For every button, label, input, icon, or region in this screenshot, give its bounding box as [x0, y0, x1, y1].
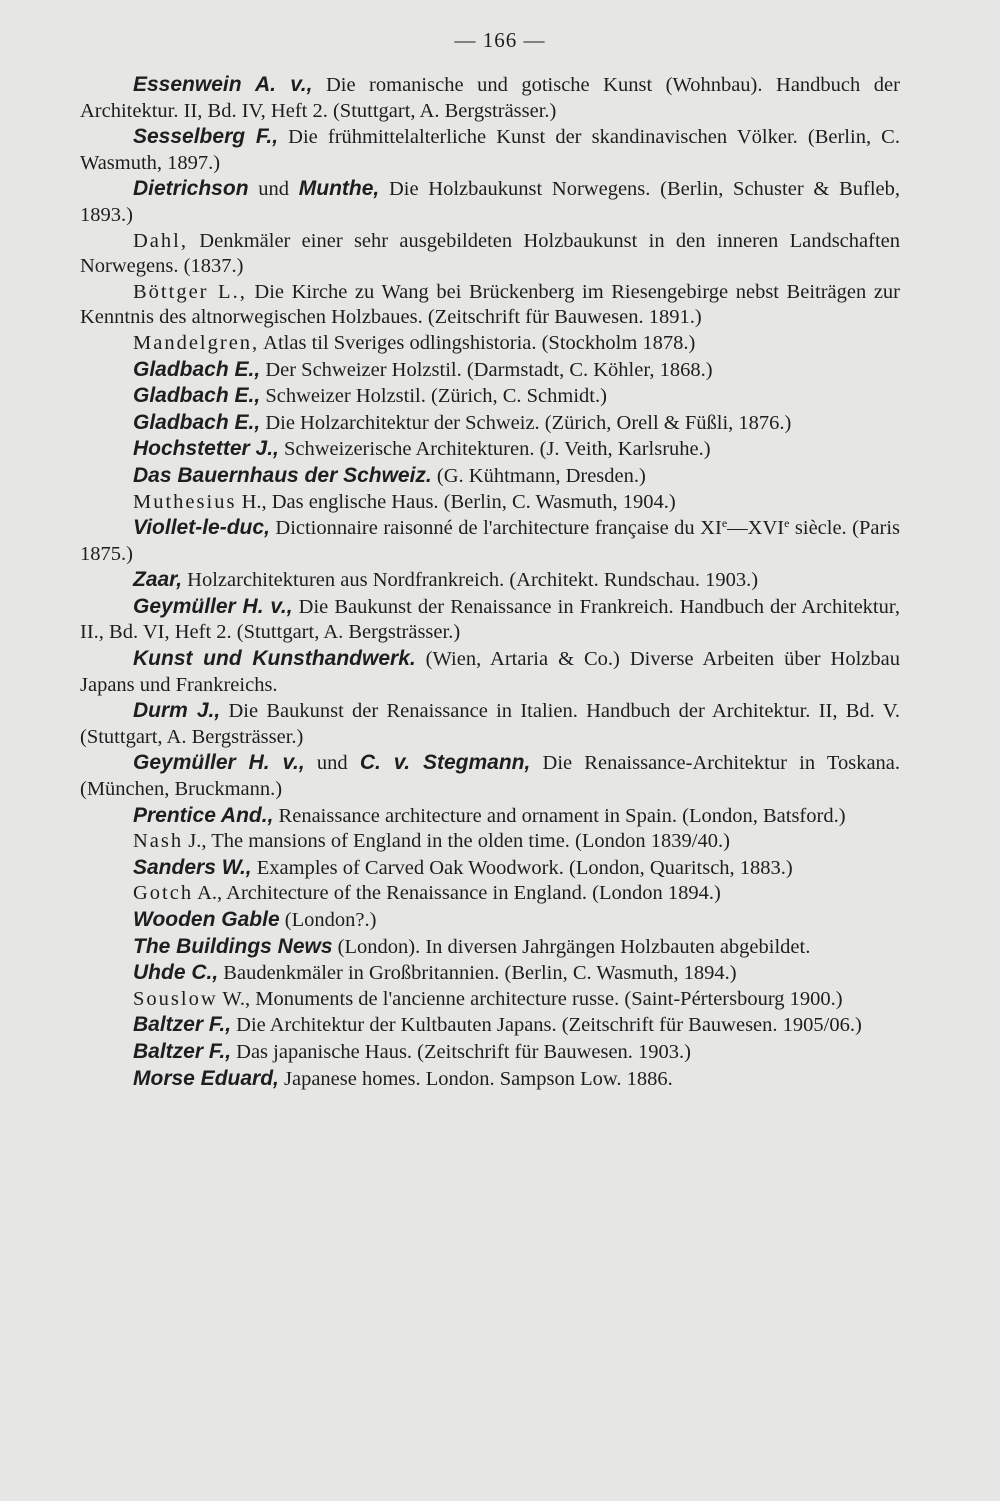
century-superscript: e [784, 516, 790, 531]
entry-author: Prentice And., [133, 803, 274, 827]
entry-text: (London?.) [279, 909, 377, 931]
entry-text: Renaissance architecture and ornament in Spain. (London, Batsford.) [273, 804, 846, 827]
bibliography-entry [80, 280, 900, 331]
entry-text: H., Das englische Haus. (Berlin, C. Wasmuth, 1904.) [236, 490, 676, 513]
entry-author: Gladbach E., [133, 410, 261, 434]
entry-author: Muthesius [133, 490, 237, 513]
entry-author: Durm J., [133, 699, 221, 723]
entry-author: Gotch [133, 882, 194, 905]
bibliography-entry [80, 490, 900, 516]
entry-text: siècle. (Paris 1875.) [80, 517, 900, 565]
entry-author: Morse Eduard, [133, 1066, 279, 1090]
century-roman: —XVI [727, 517, 785, 540]
entry-text: Die Baukunst der Renaissance in Italien. Handbuch der Architektur. II, Bd. V. (Stuttgart, A. Bergsträsser.) [80, 700, 901, 748]
bibliography-entry [80, 960, 900, 987]
entry-author: Mandelgren, [133, 331, 260, 354]
bibliography-entry [80, 934, 900, 961]
entry-text: Holzarchitekturen aus Nordfrankreich. (Architekt. Rundschau. 1903.) [182, 569, 759, 592]
entry-author: Das Bauernhaus der Schweiz. [133, 463, 432, 487]
century-roman: XI [700, 517, 722, 540]
bibliography-entry [80, 987, 900, 1013]
bibliography-entry [80, 124, 900, 176]
bibliography-entry [80, 881, 900, 907]
page-number: — 166 — [454, 28, 546, 52]
entry-text: Die Holzarchitektur der Schweiz. (Zürich, Orell & Füßli, 1876.) [260, 411, 792, 434]
entry-text: Die frühmittelalterliche Kunst der skandinavischen Völker. (Berlin, C. Wasmuth, 1897.) [80, 126, 900, 174]
bibliography-entry [80, 1039, 900, 1066]
entry-text: Examples of Carved Oak Woodwork. (London, Quaritsch, 1883.) [251, 856, 793, 879]
entry-author: Geymüller H. v., [133, 594, 293, 618]
bibliography-entry [80, 803, 900, 830]
bibliography-entry [80, 72, 900, 124]
bibliography-entry [80, 594, 900, 646]
entry-text: (London). In diversen Jahrgängen Holzbauten abgebildet. [332, 935, 811, 958]
entry-coauthor: C. v. Stegmann, [359, 751, 531, 775]
bibliography-entry [80, 567, 900, 594]
entry-text: W., Monuments de l'ancienne architecture russe. (Saint-Pértersbourg 1900.) [217, 987, 843, 1010]
entry-author: Souslow [133, 987, 218, 1010]
entry-text: A., Architecture of the Renaissance in England. (London 1894.) [193, 882, 721, 905]
entry-author: Böttger L., [133, 280, 247, 303]
entry-text: Der Schweizer Holzstil. (Darmstadt, C. Köhler, 1868.) [260, 358, 713, 381]
entry-author: Wooden Gable [133, 908, 280, 931]
bibliography-entry [80, 436, 900, 463]
bibliography-entry [80, 176, 900, 228]
entry-author: The Buildings News [133, 934, 333, 958]
entry-text: (Wien, Artaria & Co.) Diverse Arbeiten über Holzbau Japans und Frankreichs. [80, 648, 900, 696]
entry-text: Schweizerische Architekturen. (J. Veith, Karlsruhe.) [278, 438, 711, 461]
entry-author: Gladbach E., [133, 384, 261, 408]
entry-author: Dietrichson [133, 177, 249, 201]
bibliography-entry [80, 646, 900, 698]
bibliography-entry [80, 1012, 900, 1039]
bibliography-entry [80, 1066, 900, 1093]
entry-author: Uhde C., [133, 961, 219, 985]
entry-author: Zaar, [133, 568, 183, 592]
entry-author: Viollet-le-duc, [133, 516, 270, 540]
bibliography-entry [80, 907, 900, 934]
entry-coauthor: Munthe, [298, 177, 380, 201]
bibliography-entry [80, 229, 900, 280]
entry-conjunction: und [248, 178, 299, 201]
entry-text: Japanese homes. London. Sampson Low. 1886. [278, 1067, 673, 1090]
bibliography-entry [80, 463, 900, 490]
century-superscript: e [721, 516, 728, 531]
bibliography-entry [80, 331, 900, 357]
entry-author: Sesselberg F., [133, 125, 279, 149]
bibliography-entry [80, 698, 900, 750]
entry-text: J., The mansions of England in the olden time. (London 1839/40.) [183, 830, 730, 853]
entry-author: Baltzer F., [133, 1013, 232, 1037]
entry-text: Die Renaissance-Architektur in Toskana. (München, Bruckmann.) [80, 752, 901, 801]
entry-text: Die Architektur der Kultbauten Japans. (Zeitschrift für Bauwesen. 1905/06.) [231, 1014, 862, 1037]
bibliography-entry [80, 515, 900, 567]
bibliography-entry [80, 855, 900, 882]
entry-text: Die Holzbaukunst Norwegens. (Berlin, Schuster & Bufleb, 1893.) [80, 178, 900, 226]
bibliography-entry [80, 829, 900, 855]
bibliography-entry [80, 383, 900, 410]
bibliography-list [80, 72, 900, 1092]
entry-text: Die Kirche zu Wang bei Brückenberg im Riesengebirge nebst Beiträgen zur Kenntnis des altnorwegischen Holzbaues. (Zeitschrift für Bauwesen. 1891.) [80, 280, 900, 329]
entry-author: Sanders W., [133, 855, 252, 879]
entry-text: Baudenkmäler in Großbritannien. (Berlin, C. Wasmuth, 1894.) [218, 962, 737, 985]
entry-text: Atlas til Sveriges odlingshistoria. (Stockholm 1878.) [259, 331, 696, 354]
entry-author: Kunst und Kunsthandwerk. [133, 647, 416, 671]
entry-text: Dictionnaire raisonné de l'architecture française du [269, 517, 701, 540]
entry-conjunction: und [304, 752, 360, 775]
entry-author: Geymüller H. v., [133, 751, 305, 775]
entry-text: Schweizer Holzstil. (Zürich, C. Schmidt.) [260, 385, 607, 408]
entry-text: Die Baukunst der Renaissance in Frankreich. Handbuch der Architektur, II., Bd. VI, Heft 2. (Stuttgart, A. Bergsträsser.) [80, 595, 901, 644]
entry-author: Nash [133, 830, 184, 853]
entry-author: Gladbach E., [133, 357, 261, 381]
entry-text: Die romanische und gotische Kunst (Wohnbau). Handbuch der Architektur. II, Bd. IV, Heft 2. (Stuttgart, A. Bergsträsser.) [80, 74, 900, 122]
entry-text: Das japanische Haus. (Zeitschrift für Bauwesen. 1903.) [231, 1040, 691, 1063]
entry-author: Dahl, [133, 229, 188, 252]
bibliography-entry [80, 750, 900, 802]
bibliography-entry [80, 357, 900, 384]
bibliography-entry [80, 410, 900, 437]
entry-author: Baltzer F., [133, 1039, 232, 1063]
entry-author: Essenwein A. v., [133, 73, 313, 96]
entry-text: Denkmäler einer sehr ausgebildeten Holzbaukunst in den inneren Landschaften Norwegens. (1837.) [80, 229, 900, 278]
entry-text: (G. Kühtmann, Dresden.) [431, 464, 646, 487]
entry-author: Hochstetter J., [133, 437, 279, 461]
